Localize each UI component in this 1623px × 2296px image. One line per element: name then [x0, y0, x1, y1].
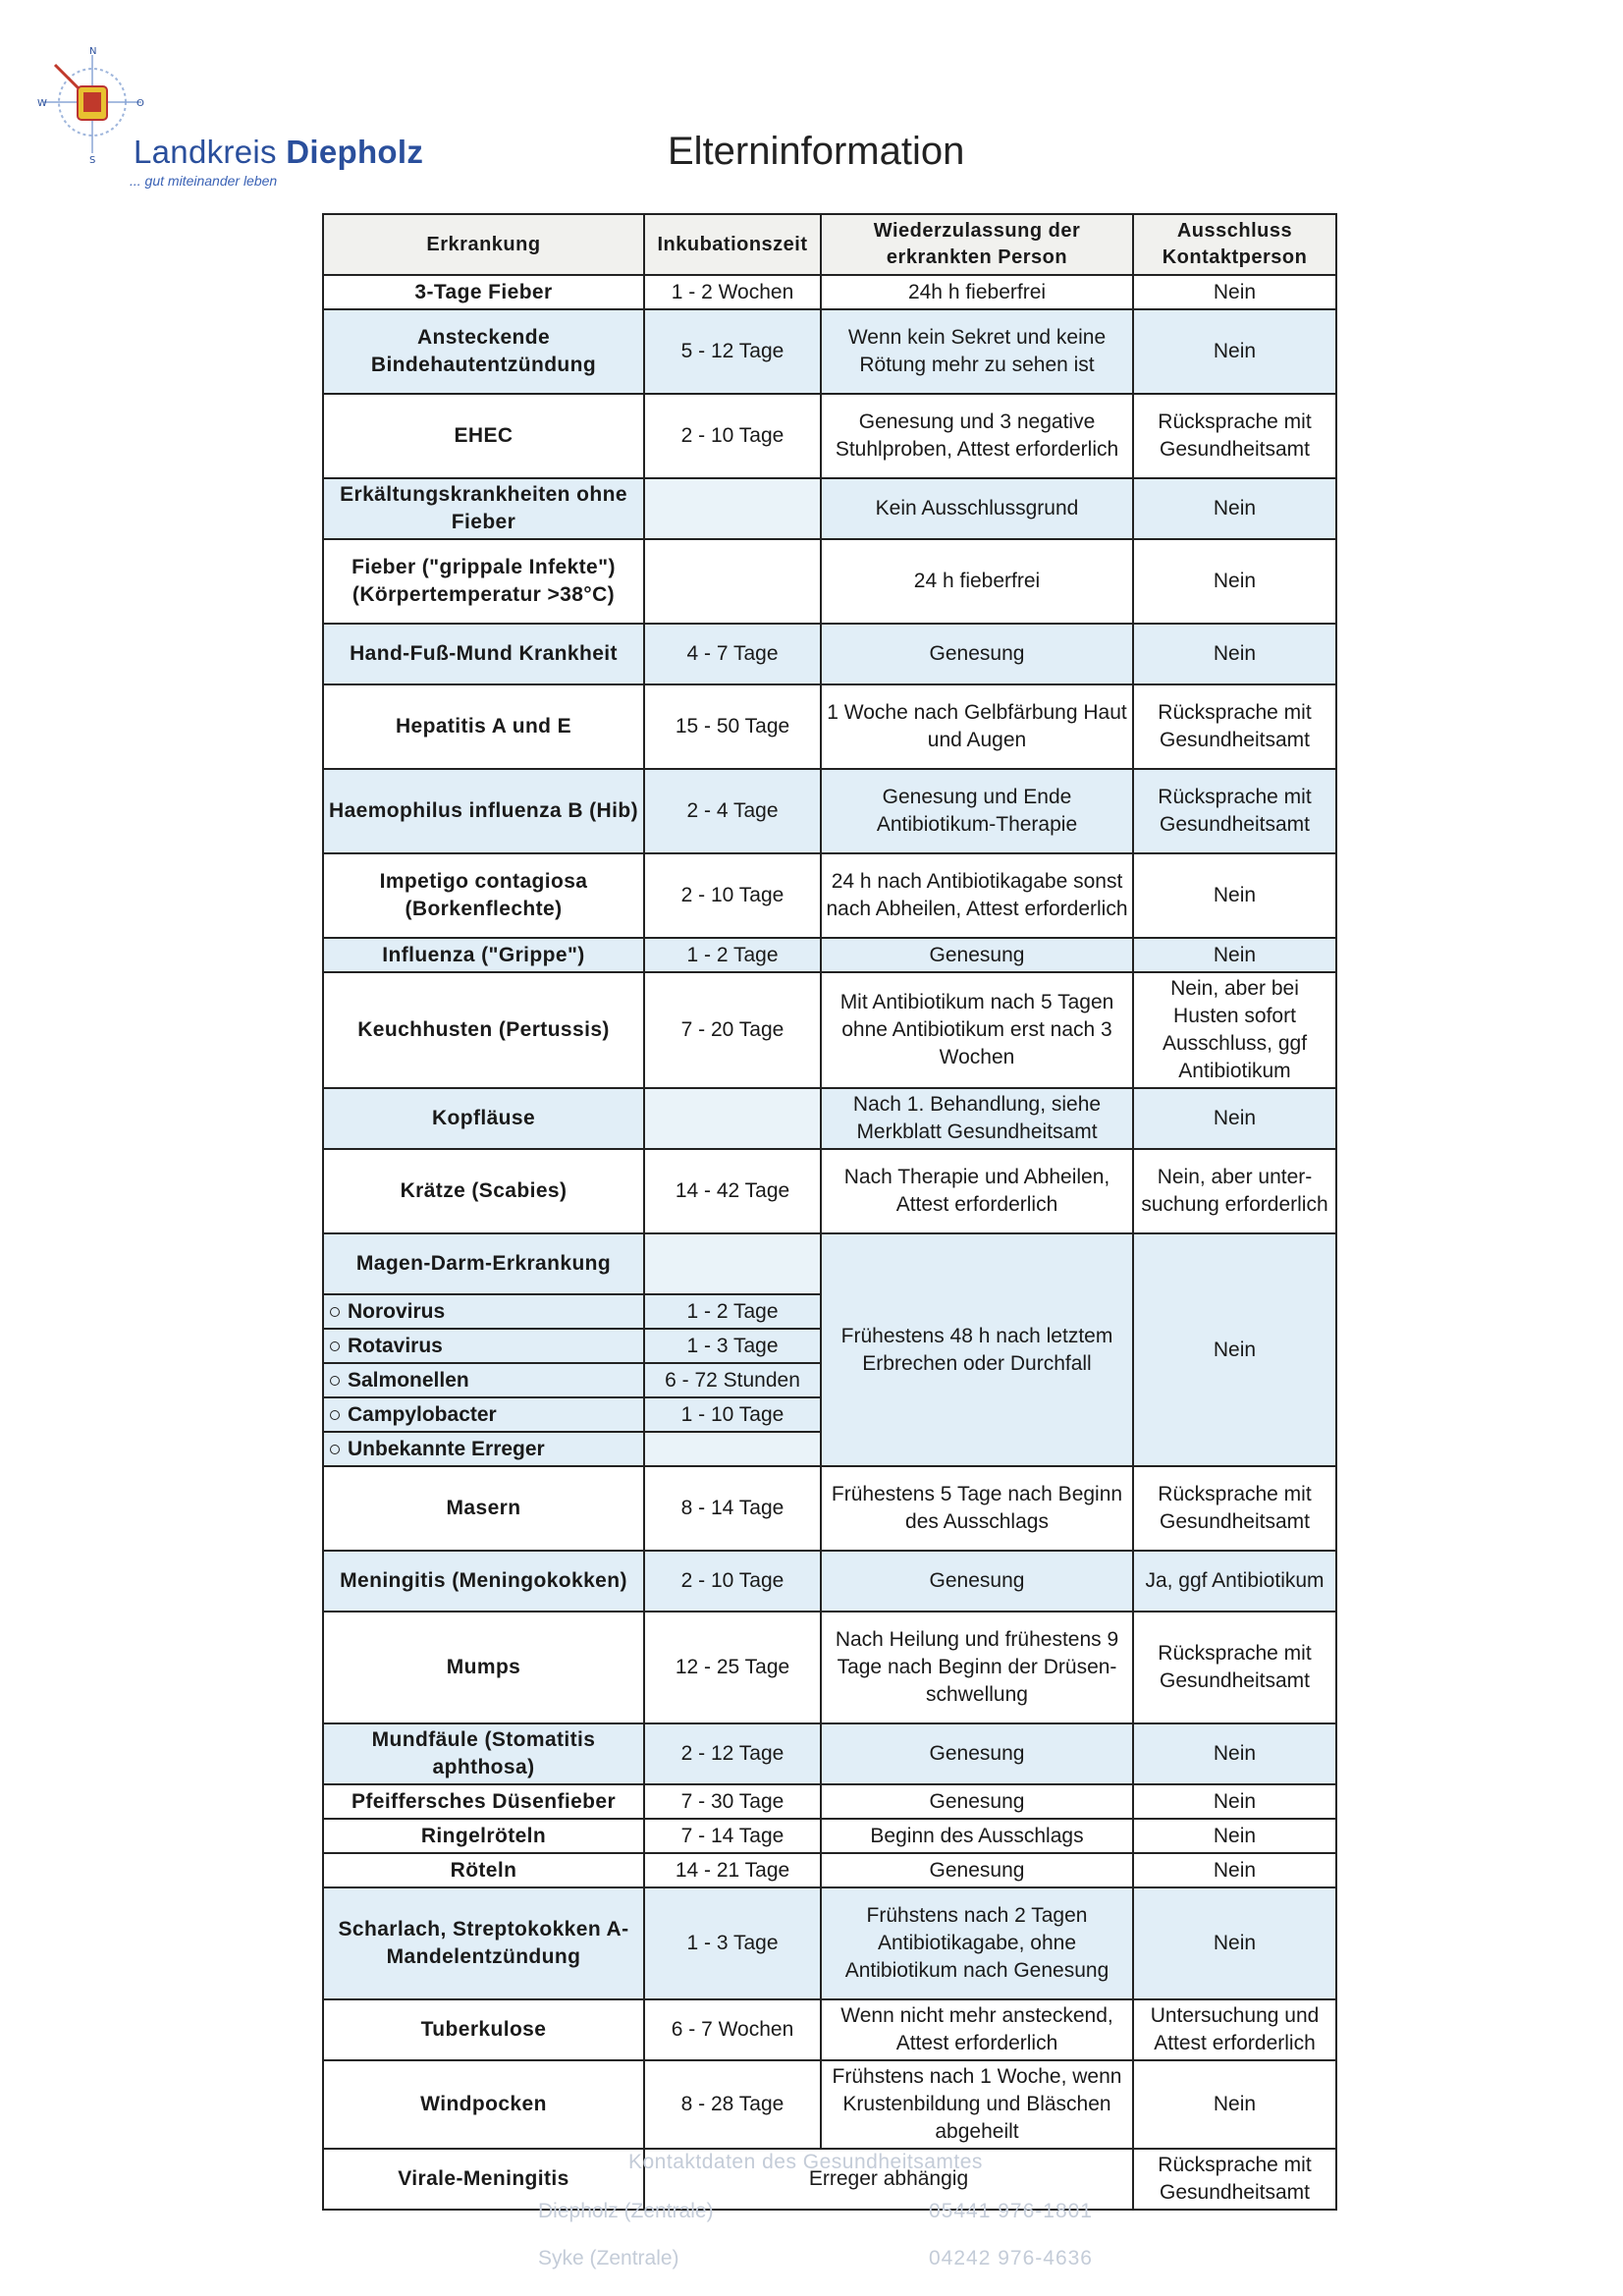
table-cell: Haemophilus influenza B (Hib) — [323, 769, 644, 853]
table-cell: Rücksprache mit Gesundheitsamt — [1133, 1612, 1336, 1723]
column-header: Inkubationszeit — [644, 214, 821, 275]
table-cell: Nach Heilung und frühestens 9 Tage nach Beginn der Drüsen-schwellung — [821, 1612, 1133, 1723]
table-cell: Nein, aber bei Husten sofort Ausschluss, ggf Antibiotikum — [1133, 972, 1336, 1088]
table-cell: 6 - 7 Wochen — [644, 1999, 821, 2060]
brand-name — [134, 134, 423, 171]
table-cell: 2 - 10 Tage — [644, 853, 821, 938]
contact-name: Syke (Zentrale) — [538, 2247, 679, 2269]
table-cell: Scharlach, Streptokokken A-Mandelentzündung — [323, 1887, 644, 1999]
brand-tagline: ... gut miteinander leben — [130, 173, 278, 189]
table-cell: Erreger abhängig — [644, 2149, 1133, 2210]
table-cell — [323, 1329, 644, 1363]
table-cell: Nein — [1133, 1723, 1336, 1784]
table-cell: 7 - 20 Tage — [644, 972, 821, 1088]
table-row — [323, 309, 1336, 394]
table-cell: Nein — [1133, 478, 1336, 539]
table-cell: Masern — [323, 1466, 644, 1551]
table-cell: Wenn nicht mehr ansteckend, Attest erforderlich — [821, 1999, 1133, 2060]
table-cell: 2 - 10 Tage — [644, 394, 821, 478]
table-row — [323, 275, 1336, 309]
table-cell: Fieber ("grippale Infekte") (Körpertemperatur >38°C) — [323, 539, 644, 624]
column-header: Erkrankung — [323, 214, 644, 275]
table-cell: Nein — [1133, 539, 1336, 624]
table-cell: 15 - 50 Tage — [644, 684, 821, 769]
table-cell: Hand-Fuß-Mund Krankheit — [323, 624, 644, 684]
table-cell: 2 - 12 Tage — [644, 1723, 821, 1784]
table-row — [323, 853, 1336, 938]
table-cell: Hepatitis A und E — [323, 684, 644, 769]
table-cell: 8 - 14 Tage — [644, 1466, 821, 1551]
table-cell — [323, 1363, 644, 1397]
table-cell: 2 - 4 Tage — [644, 769, 821, 853]
table-cell: Frühestens 48 h nach letztem Erbrechen oder Durchfall — [821, 1233, 1133, 1466]
brand-name-bold: Diepholz — [286, 134, 424, 170]
table-cell: Frühstens nach 1 Woche, wenn Krustenbildung und Bläschen abgeheilt — [821, 2060, 1133, 2149]
table-cell: Nein — [1133, 1233, 1336, 1466]
table-cell: Nach Therapie und Abheilen, Attest erforderlich — [821, 1149, 1133, 1233]
table-cell — [644, 1088, 821, 1149]
table-cell: 1 - 3 Tage — [644, 1329, 821, 1363]
bullet-icon — [330, 1376, 340, 1386]
table-row — [323, 1723, 1336, 1784]
table-cell: Genesung — [821, 1784, 1133, 1819]
table-cell — [323, 1432, 644, 1466]
table-cell: Nein — [1133, 1784, 1336, 1819]
table-cell: Genesung — [821, 1853, 1133, 1887]
disease-table — [322, 213, 1337, 2211]
table-cell: Nein — [1133, 309, 1336, 394]
table-cell: Genesung — [821, 1723, 1133, 1784]
table-cell: Nein — [1133, 624, 1336, 684]
table-row — [323, 1999, 1336, 2060]
table-cell: EHEC — [323, 394, 644, 478]
table-header-row — [323, 214, 1336, 275]
table-cell: 3-Tage Fieber — [323, 275, 644, 309]
table-cell: Virale-Meningitis — [323, 2149, 644, 2210]
table-cell: Tuberkulose — [323, 1999, 644, 2060]
subitem-label: Rotavirus — [348, 1334, 443, 1357]
table-cell: Ringelröteln — [323, 1819, 644, 1853]
table-cell: 14 - 42 Tage — [644, 1149, 821, 1233]
table-cell: Kein Ausschlussgrund — [821, 478, 1133, 539]
table-row — [323, 1233, 1336, 1294]
table-cell: 6 - 72 Stunden — [644, 1363, 821, 1397]
table-cell: 1 - 2 Tage — [644, 1294, 821, 1329]
table-cell: Mundfäule (Stomatitis aphthosa) — [323, 1723, 644, 1784]
contact-title: Kontaktdaten des Gesundheitsamtes — [628, 2151, 983, 2173]
table-cell: Beginn des Ausschlags — [821, 1819, 1133, 1853]
table-row — [323, 539, 1336, 624]
table-cell — [644, 539, 821, 624]
table-cell: Pfeiffersches Düsenfieber — [323, 1784, 644, 1819]
table-body — [323, 275, 1336, 2210]
subitem-label: Norovirus — [348, 1299, 446, 1323]
table-row — [323, 1551, 1336, 1612]
bullet-icon — [330, 1445, 340, 1454]
table-cell: Untersuchung und Attest erforderlich — [1133, 1999, 1336, 2060]
table-cell: Erkältungskrankheiten ohne Fieber — [323, 478, 644, 539]
table-row — [323, 1149, 1336, 1233]
table-cell: Genesung und Ende Antibiotikum-Therapie — [821, 769, 1133, 853]
table-cell: Rücksprache mit Gesundheitsamt — [1133, 769, 1336, 853]
table-cell: Nein — [1133, 1819, 1336, 1853]
column-header: Ausschluss Kontaktperson — [1133, 214, 1336, 275]
bullet-icon — [330, 1341, 340, 1351]
table-cell: Krätze (Scabies) — [323, 1149, 644, 1233]
table-cell — [644, 1233, 821, 1294]
table-row — [323, 938, 1336, 972]
table-cell: Influenza ("Grippe") — [323, 938, 644, 972]
table-cell: Röteln — [323, 1853, 644, 1887]
bullet-icon — [330, 1307, 340, 1317]
table-cell: Genesung — [821, 624, 1133, 684]
table-row — [323, 624, 1336, 684]
table-cell: Rücksprache mit Gesundheitsamt — [1133, 1466, 1336, 1551]
subitem-label: Unbekannte Erreger — [348, 1437, 545, 1460]
table-cell: Mit Antibiotikum nach 5 Tagen ohne Antibiotikum erst nach 3 Wochen — [821, 972, 1133, 1088]
table-cell — [323, 1397, 644, 1432]
table-cell: Nein — [1133, 1088, 1336, 1149]
bullet-icon — [330, 1410, 340, 1420]
table-cell: Ja, ggf Antibiotikum — [1133, 1551, 1336, 1612]
table-cell: Nein — [1133, 275, 1336, 309]
table-row — [323, 1612, 1336, 1723]
table-row — [323, 1853, 1336, 1887]
svg-text:O: O — [136, 98, 144, 109]
table-cell: Windpocken — [323, 2060, 644, 2149]
table-cell: Keuchhusten (Pertussis) — [323, 972, 644, 1088]
subitem-label: Salmonellen — [348, 1368, 469, 1392]
table-cell: Genesung — [821, 1551, 1133, 1612]
svg-text:W: W — [37, 98, 47, 109]
table-cell: Frühestens 5 Tage nach Beginn des Ausschlags — [821, 1466, 1133, 1551]
brand-name-light: Landkreis — [134, 134, 277, 170]
table-row — [323, 478, 1336, 539]
table-cell: Meningitis (Meningokokken) — [323, 1551, 644, 1612]
table-cell: Nein — [1133, 2060, 1336, 2149]
table-row — [323, 684, 1336, 769]
table-cell — [644, 1432, 821, 1466]
table-cell: Nein — [1133, 1887, 1336, 1999]
table-cell: 1 - 2 Tage — [644, 938, 821, 972]
table-row — [323, 972, 1336, 1088]
table-cell: 24 h nach Antibiotikagabe sonst nach Abheilen, Attest erforderlich — [821, 853, 1133, 938]
svg-text:N: N — [89, 46, 97, 57]
table-cell: 14 - 21 Tage — [644, 1853, 821, 1887]
table-cell: 2 - 10 Tage — [644, 1551, 821, 1612]
table-cell: 1 Woche nach Gelbfärbung Haut und Augen — [821, 684, 1133, 769]
contact-phone: 05441 976-1801 — [929, 2200, 1093, 2222]
table-cell: 24 h fieberfrei — [821, 539, 1133, 624]
disease-table-container — [322, 213, 1335, 2211]
contact-phone: 04242 976-4636 — [929, 2247, 1093, 2269]
table-cell: 4 - 7 Tage — [644, 624, 821, 684]
table-cell: Wenn kein Sekret und keine Rötung mehr zu sehen ist — [821, 309, 1133, 394]
table-cell: Nein, aber unter-suchung erforderlich — [1133, 1149, 1336, 1233]
table-cell: Nein — [1133, 853, 1336, 938]
table-cell: 7 - 14 Tage — [644, 1819, 821, 1853]
table-row — [323, 2060, 1336, 2149]
table-row — [323, 1887, 1336, 1999]
table-cell: 7 - 30 Tage — [644, 1784, 821, 1819]
table-cell — [644, 478, 821, 539]
table-cell: Nein — [1133, 938, 1336, 972]
svg-text:S: S — [89, 155, 96, 166]
contact-name: Diepholz (Zentrale) — [538, 2200, 714, 2222]
table-row — [323, 1819, 1336, 1853]
table-cell: Nein — [1133, 1853, 1336, 1887]
table-cell: Mumps — [323, 1612, 644, 1723]
table-cell: Rücksprache mit Gesundheitsamt — [1133, 684, 1336, 769]
table-cell: 24h h fieberfrei — [821, 275, 1133, 309]
table-cell: 12 - 25 Tage — [644, 1612, 821, 1723]
table-cell: Frühstens nach 2 Tagen Antibiotikagabe, ohne Antibiotikum nach Genesung — [821, 1887, 1133, 1999]
table-cell: 8 - 28 Tage — [644, 2060, 821, 2149]
table-cell: Ansteckende Bindehautentzündung — [323, 309, 644, 394]
table-row — [323, 1088, 1336, 1149]
logo — [35, 43, 428, 191]
table-cell: 1 - 10 Tage — [644, 1397, 821, 1432]
table-cell: Impetigo contagiosa (Borkenflechte) — [323, 853, 644, 938]
table-cell: Genesung — [821, 938, 1133, 972]
table-row — [323, 1466, 1336, 1551]
table-row — [323, 394, 1336, 478]
table-cell — [323, 1294, 644, 1329]
table-row — [323, 1784, 1336, 1819]
table-cell: Kopfläuse — [323, 1088, 644, 1149]
page-title: Elterninformation — [668, 130, 965, 173]
column-header: Wiederzulassung der erkrankten Person — [821, 214, 1133, 275]
table-cell: Nach 1. Behandlung, siehe Merkblatt Gesundheitsamt — [821, 1088, 1133, 1149]
table-cell: Rücksprache mit Gesundheitsamt — [1133, 394, 1336, 478]
subitem-label: Campylobacter — [348, 1402, 497, 1426]
table-cell: Magen-Darm-Erkrankung — [323, 1233, 644, 1294]
table-cell: Rücksprache mit Gesundheitsamt — [1133, 2149, 1336, 2210]
table-cell: 5 - 12 Tage — [644, 309, 821, 394]
table-cell: 1 - 3 Tage — [644, 1887, 821, 1999]
table-cell: 1 - 2 Wochen — [644, 275, 821, 309]
table-row — [323, 769, 1336, 853]
table-cell: Genesung und 3 negative Stuhlproben, Attest erforderlich — [821, 394, 1133, 478]
